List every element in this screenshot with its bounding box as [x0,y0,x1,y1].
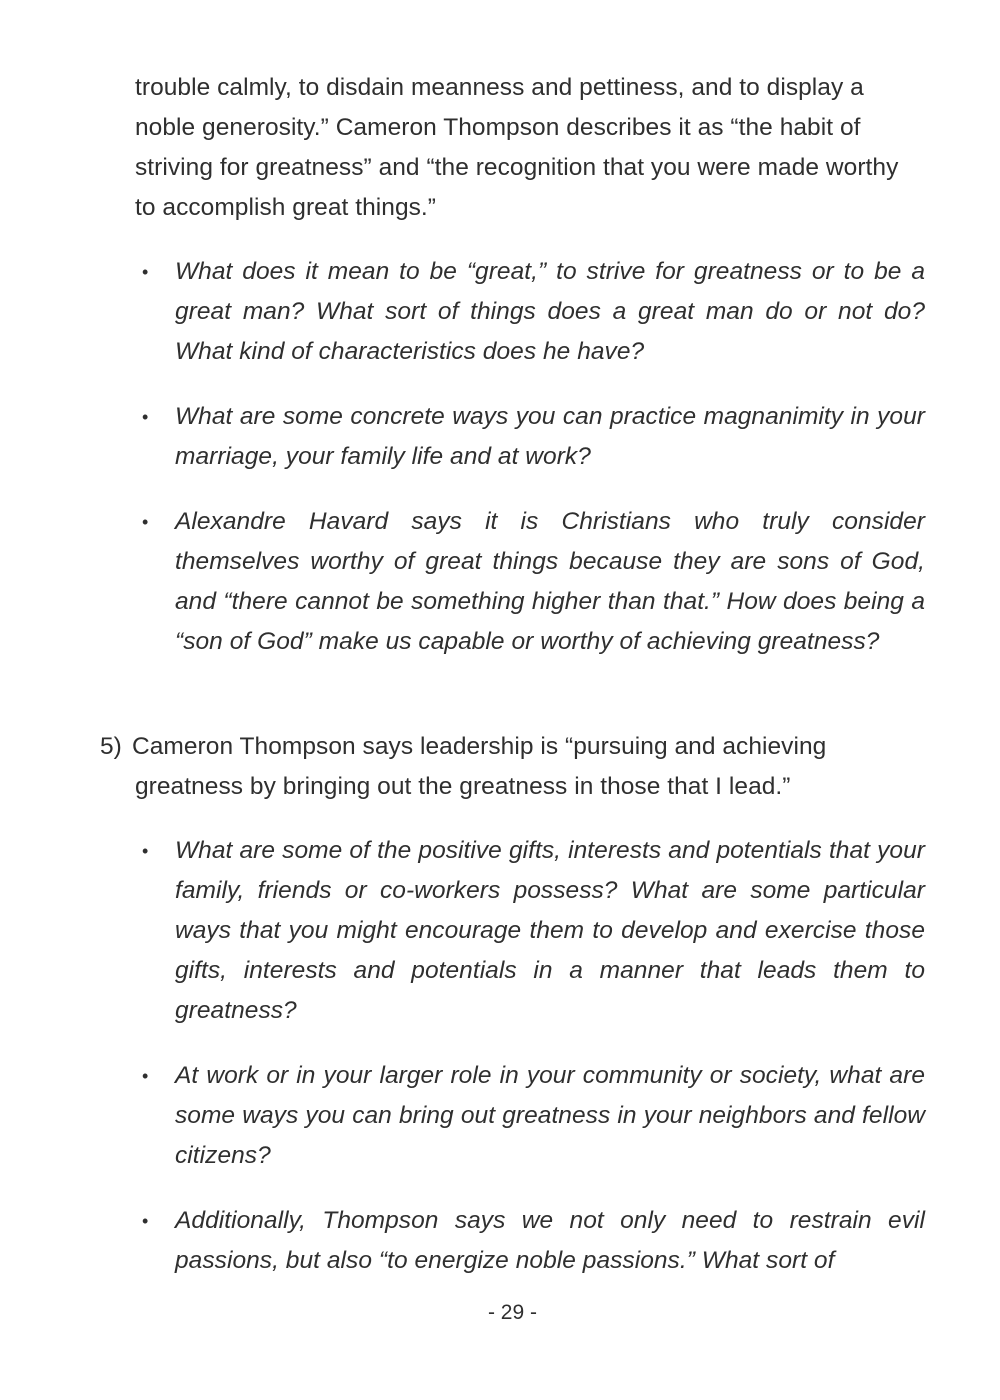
bullet-question: At work or in your larger role in your community or society, what are some ways you can bring out greatness in your neighbors and fellow citizens? [175,1062,925,1169]
bullet-question: Alexandre Havard says it is Christians who truly consider themselves worthy of great things because they are sons of God, and “there cannot be something higher than that.” How does being a “son of God” make us capable or worthy of achieving greatness? [175,508,925,655]
list-item [0,1056,1000,1176]
bullet-question: What does it mean to be “great,” to strive for greatness or to be a great man? What sort of things does a great man do or not do? What kind of characteristics does he have? [175,258,925,365]
bullet-marker: • [142,512,149,532]
bullet-marker: • [142,1066,149,1086]
bullet-question: What are some of the positive gifts, interests and potentials that your family, friends or co-workers possess? What are some particular ways that you might encourage them to develop and exercise those gifts, interests and potentials in a manner that leads them to greatness? [175,837,925,1024]
intro-paragraph: trouble calmly, to disdain meanness and pettiness, and to display a noble generosity.” Cameron Thompson describes it as “the habit of striving for greatness” and “the recognition that you were made worthy to accomplish great things.” [135,74,899,221]
bullet-marker: • [142,262,149,282]
list-item [0,397,1000,477]
bullet-question: What are some concrete ways you can practice magnanimity in your marriage, your family life and at work? [175,403,925,470]
bullet-question: Additionally, Thompson says we not only need to restrain evil passions, but also “to energize noble passions.” What sort of [175,1207,925,1274]
bullet-marker: • [142,1211,149,1231]
bullet-marker: • [142,407,149,427]
list-item [0,831,1000,1031]
item-number: 5) [100,733,122,760]
list-item [0,252,1000,372]
list-item [0,502,1000,702]
page-number: - 29 - [487,1301,537,1324]
bullet-marker: • [142,841,149,861]
item-text: Cameron Thompson says leadership is “pursuing and achieving greatness by bringing out the greatness in those that I lead.” [132,733,827,800]
numbered-item-5 [100,727,925,807]
list-item [0,1201,1000,1281]
